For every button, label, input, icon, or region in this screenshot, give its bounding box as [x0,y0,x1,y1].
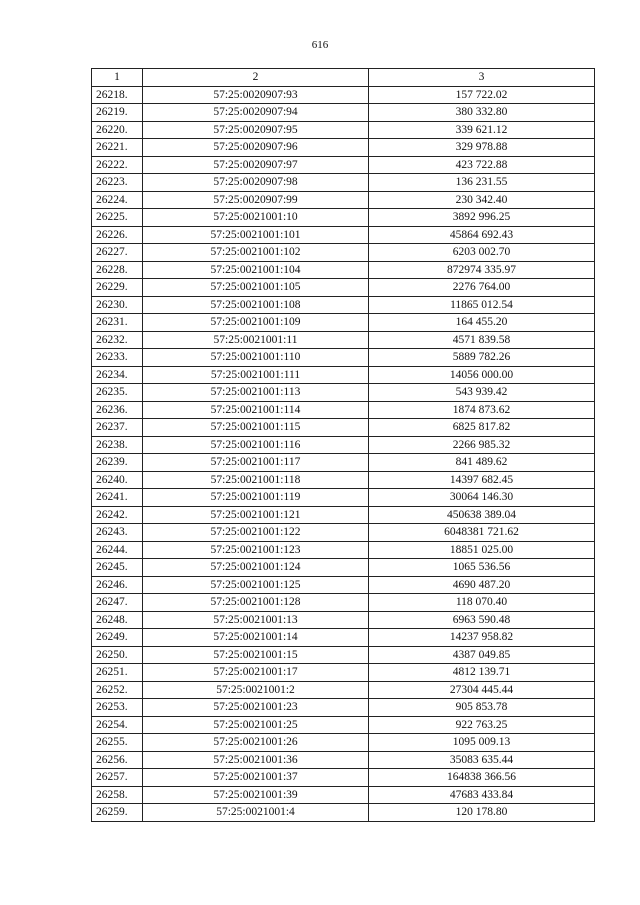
row-number-cell: 26229. [92,279,143,297]
value-cell: 3892 996.25 [369,209,595,227]
row-number-cell: 26244. [92,541,143,559]
row-number-cell: 26254. [92,716,143,734]
row-number-cell: 26223. [92,174,143,192]
cadastral-number-cell: 57:25:0021001:14 [143,629,369,647]
table-row [92,174,595,192]
cadastral-number-cell: 57:25:0021001:37 [143,769,369,787]
value-cell: 35083 635.44 [369,751,595,769]
page-number: 616 [311,39,329,51]
row-number-cell: 26225. [92,209,143,227]
row-number-cell: 26253. [92,699,143,717]
value-cell: 423 722.88 [369,156,595,174]
table-row [92,629,595,647]
table-row [92,366,595,384]
cadastral-number-cell: 57:25:0020907:94 [143,104,369,122]
cadastral-number-cell: 57:25:0021001:25 [143,716,369,734]
value-cell: 47683 433.84 [369,786,595,804]
cadastral-number-cell: 57:25:0021001:117 [143,454,369,472]
value-cell: 2276 764.00 [369,279,595,297]
cadastral-number-cell: 57:25:0020907:99 [143,191,369,209]
row-number-cell: 26250. [92,646,143,664]
table-row [92,489,595,507]
value-cell: 2266 985.32 [369,436,595,454]
value-cell: 6825 817.82 [369,419,595,437]
value-cell: 157 722.02 [369,86,595,104]
table-row [92,611,595,629]
value-cell: 27304 445.44 [369,681,595,699]
cadastral-number-cell: 57:25:0021001:108 [143,296,369,314]
table-row [92,244,595,262]
table-row [92,646,595,664]
cadastral-number-cell: 57:25:0021001:118 [143,471,369,489]
cadastral-number-cell: 57:25:0021001:26 [143,734,369,752]
table-row [92,769,595,787]
value-cell: 1874 873.62 [369,401,595,419]
row-number-cell: 26228. [92,261,143,279]
cadastral-number-cell: 57:25:0021001:124 [143,559,369,577]
value-cell: 120 178.80 [369,804,595,822]
row-number-cell: 26255. [92,734,143,752]
table-row [92,716,595,734]
cadastral-number-cell: 57:25:0021001:115 [143,419,369,437]
cadastral-number-cell: 57:25:0021001:102 [143,244,369,262]
row-number-cell: 26218. [92,86,143,104]
table-body [92,86,595,821]
row-number-cell: 26243. [92,524,143,542]
row-number-cell: 26249. [92,629,143,647]
cadastral-number-cell: 57:25:0021001:110 [143,349,369,367]
value-cell: 1065 536.56 [369,559,595,577]
row-number-cell: 26236. [92,401,143,419]
cadastral-number-cell: 57:25:0021001:114 [143,401,369,419]
table-header-row [92,69,595,87]
value-cell: 5889 782.26 [369,349,595,367]
row-number-cell: 26233. [92,349,143,367]
table-row [92,436,595,454]
row-number-cell: 26241. [92,489,143,507]
value-cell: 14237 958.82 [369,629,595,647]
table-row [92,139,595,157]
value-cell: 1095 009.13 [369,734,595,752]
table-row [92,664,595,682]
cadastral-number-cell: 57:25:0020907:93 [143,86,369,104]
row-number-cell: 26247. [92,594,143,612]
table-row [92,576,595,594]
table-row [92,156,595,174]
table-row [92,594,595,612]
cadastral-number-cell: 57:25:0021001:111 [143,366,369,384]
cadastral-number-cell: 57:25:0021001:105 [143,279,369,297]
table-row [92,524,595,542]
cadastral-number-cell: 57:25:0020907:95 [143,121,369,139]
cadastral-number-cell: 57:25:0021001:119 [143,489,369,507]
column-header-value: 3 [369,69,595,87]
value-cell: 380 332.80 [369,104,595,122]
cadastral-number-cell: 57:25:0021001:10 [143,209,369,227]
row-number-cell: 26246. [92,576,143,594]
row-number-cell: 26245. [92,559,143,577]
value-cell: 450638 389.04 [369,506,595,524]
row-number-cell: 26221. [92,139,143,157]
row-number-cell: 26251. [92,664,143,682]
cadastral-number-cell: 57:25:0021001:121 [143,506,369,524]
value-cell: 118 070.40 [369,594,595,612]
row-number-cell: 26224. [92,191,143,209]
cadastral-number-cell: 57:25:0021001:113 [143,384,369,402]
row-number-cell: 26256. [92,751,143,769]
table-row [92,454,595,472]
row-number-cell: 26220. [92,121,143,139]
row-number-cell: 26227. [92,244,143,262]
table-row [92,226,595,244]
row-number-cell: 26219. [92,104,143,122]
row-number-cell: 26240. [92,471,143,489]
row-number-cell: 26230. [92,296,143,314]
cadastral-number-cell: 57:25:0021001:122 [143,524,369,542]
row-number-cell: 26248. [92,611,143,629]
table-row [92,401,595,419]
value-cell: 18851 025.00 [369,541,595,559]
table-row [92,559,595,577]
table-row [92,786,595,804]
value-cell: 922 763.25 [369,716,595,734]
table-row [92,104,595,122]
table-row [92,419,595,437]
column-header-index: 1 [92,69,143,87]
table-row [92,86,595,104]
value-cell: 6203 002.70 [369,244,595,262]
row-number-cell: 26242. [92,506,143,524]
value-cell: 14397 682.45 [369,471,595,489]
cadastral-number-cell: 57:25:0021001:15 [143,646,369,664]
column-header-cadastral-number: 2 [143,69,369,87]
value-cell: 841 489.62 [369,454,595,472]
cadastral-number-cell: 57:25:0021001:101 [143,226,369,244]
value-cell: 164838 366.56 [369,769,595,787]
value-cell: 329 978.88 [369,139,595,157]
table-row [92,734,595,752]
cadastral-number-cell: 57:25:0021001:104 [143,261,369,279]
row-number-cell: 26234. [92,366,143,384]
cadastral-number-cell: 57:25:0021001:116 [143,436,369,454]
cadastral-number-cell: 57:25:0021001:125 [143,576,369,594]
value-cell: 6963 590.48 [369,611,595,629]
row-number-cell: 26259. [92,804,143,822]
value-cell: 905 853.78 [369,699,595,717]
table-row [92,681,595,699]
cadastral-number-cell: 57:25:0021001:109 [143,314,369,332]
table-row [92,471,595,489]
table-row [92,296,595,314]
table-row [92,314,595,332]
table-row [92,804,595,822]
value-cell: 230 342.40 [369,191,595,209]
cadastral-number-cell: 57:25:0020907:96 [143,139,369,157]
table-row [92,541,595,559]
table-row [92,261,595,279]
cadastral-number-cell: 57:25:0021001:17 [143,664,369,682]
value-cell: 11865 012.54 [369,296,595,314]
table-row [92,191,595,209]
value-cell: 6048381 721.62 [369,524,595,542]
value-cell: 4571 839.58 [369,331,595,349]
row-number-cell: 26232. [92,331,143,349]
row-number-cell: 26252. [92,681,143,699]
value-cell: 872974 335.97 [369,261,595,279]
registry-table [91,68,595,822]
cadastral-number-cell: 57:25:0021001:13 [143,611,369,629]
value-cell: 14056 000.00 [369,366,595,384]
value-cell: 339 621.12 [369,121,595,139]
value-cell: 4387 049.85 [369,646,595,664]
row-number-cell: 26238. [92,436,143,454]
row-number-cell: 26226. [92,226,143,244]
value-cell: 4812 139.71 [369,664,595,682]
cadastral-number-cell: 57:25:0020907:98 [143,174,369,192]
row-number-cell: 26258. [92,786,143,804]
cadastral-number-cell: 57:25:0021001:11 [143,331,369,349]
value-cell: 45864 692.43 [369,226,595,244]
table-row [92,506,595,524]
cadastral-number-cell: 57:25:0021001:128 [143,594,369,612]
table-row [92,121,595,139]
row-number-cell: 26239. [92,454,143,472]
cadastral-number-cell: 57:25:0020907:97 [143,156,369,174]
row-number-cell: 26257. [92,769,143,787]
table-row [92,751,595,769]
table-row [92,699,595,717]
table-row [92,384,595,402]
value-cell: 30064 146.30 [369,489,595,507]
table-row [92,349,595,367]
table-row [92,331,595,349]
row-number-cell: 26222. [92,156,143,174]
cadastral-number-cell: 57:25:0021001:123 [143,541,369,559]
cadastral-number-cell: 57:25:0021001:23 [143,699,369,717]
cadastral-number-cell: 57:25:0021001:2 [143,681,369,699]
value-cell: 4690 487.20 [369,576,595,594]
cadastral-number-cell: 57:25:0021001:4 [143,804,369,822]
value-cell: 164 455.20 [369,314,595,332]
table-row [92,209,595,227]
table-row [92,279,595,297]
row-number-cell: 26235. [92,384,143,402]
row-number-cell: 26231. [92,314,143,332]
value-cell: 543 939.42 [369,384,595,402]
cadastral-number-cell: 57:25:0021001:39 [143,786,369,804]
cadastral-number-cell: 57:25:0021001:36 [143,751,369,769]
value-cell: 136 231.55 [369,174,595,192]
row-number-cell: 26237. [92,419,143,437]
